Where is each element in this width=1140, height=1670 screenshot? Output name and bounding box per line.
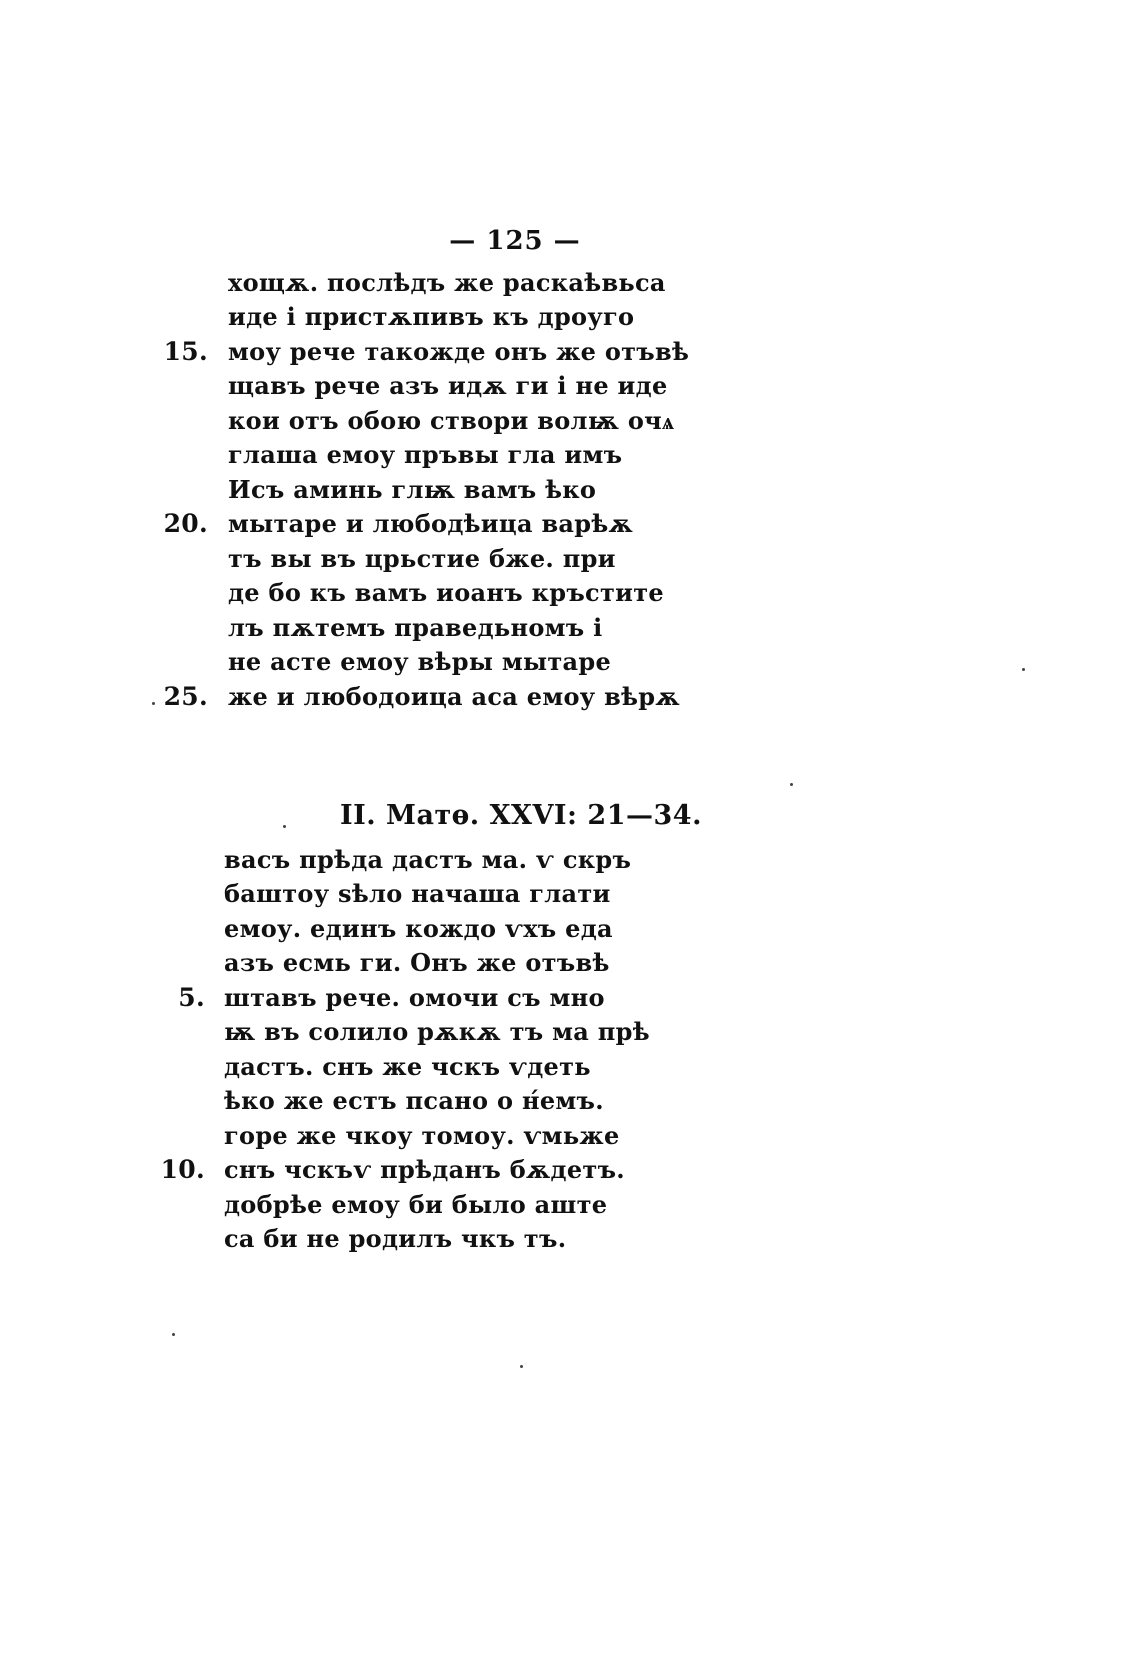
scan-speck [790,783,793,786]
line-text: мытаре и любодѣица варѣѫ [228,509,634,538]
line-text: глаша емоу пръвы гла имъ [228,440,623,469]
line-text: хощѫ. послѣдъ же раскаѣвьса [228,268,666,297]
line-text: емоу. единъ кождо ѵхъ еда [224,914,613,943]
line-text: кои отъ обою створи волѭ очѧ [228,406,675,435]
text-line [0,471,1140,508]
text-line [0,1013,1140,1050]
scan-speck [172,1333,175,1336]
text-line [0,678,1140,715]
page-number: — 125 — [449,226,581,256]
line-text: де бо къ вамъ иоанъ кръстите [228,578,664,607]
line-text: не асте емоу вѣры мытаре [228,647,612,676]
scan-speck [283,825,286,828]
text-line [0,1151,1140,1188]
line-text: ѣко же естъ псано о н́емъ. [224,1086,604,1115]
text-line [0,367,1140,404]
text-line [0,264,1140,301]
line-number: 20. [163,509,208,538]
line-text: же и любодоица аса емоу вѣрѫ [228,682,680,711]
text-line [0,333,1140,370]
line-text: васъ прѣда дастъ ма. ѵ скръ [224,845,632,874]
line-number: 10. [160,1155,205,1184]
line-text: снъ чскъѵ прѣданъ бѫдетъ. [224,1155,625,1184]
text-line [0,643,1140,680]
scan-speck [152,702,155,705]
text-line [0,1082,1140,1119]
text-line [0,540,1140,577]
line-text: ѭ въ солило рѫкѫ тъ ма прѣ [224,1017,650,1046]
line-text: лъ пѫтемъ праведьномъ і [228,613,603,642]
line-text: иде і пристѫпивъ къ дроуго [228,302,635,331]
text-line [0,875,1140,912]
line-text: щавъ рече азъ идѫ ги і не иде [228,371,668,400]
text-line [0,979,1140,1016]
text-line [0,1048,1140,1085]
scan-speck [520,1365,523,1368]
text-line [0,910,1140,947]
line-number: 5. [178,983,205,1012]
line-number: 25. [163,682,208,711]
section-heading: II. Матѳ. XXVI: 21—34. [340,800,702,831]
text-line [0,505,1140,542]
text-line [0,436,1140,473]
line-number: 15. [163,337,208,366]
line-text: баштоу ѕѣло начаша глати [224,879,611,908]
text-line [0,1117,1140,1154]
text-line [0,298,1140,335]
line-text: азъ есмь ги. Онъ же отъвѣ [224,948,610,977]
line-text: моу рече такожде онъ же отъвѣ [228,337,690,366]
text-line [0,1186,1140,1223]
text-line [0,402,1140,439]
scan-speck [1022,668,1025,671]
line-text: са би не родилъ чкъ тъ. [224,1224,567,1253]
line-text: дастъ. снъ же чскъ ѵдеть [224,1052,591,1081]
text-line [0,1220,1140,1257]
line-text: Исъ аминь глѭ вамъ ѣко [228,475,597,504]
line-text: тъ вы въ црьстие бже. при [228,544,616,573]
line-text: горе же чкоу томоу. ѵмьже [224,1121,620,1150]
text-line [0,841,1140,878]
text-line [0,574,1140,611]
line-text: штавъ рече. омочи съ мно [224,983,605,1012]
text-line [0,944,1140,981]
line-text: добрѣе емоу би было аште [224,1190,608,1219]
text-line [0,609,1140,646]
